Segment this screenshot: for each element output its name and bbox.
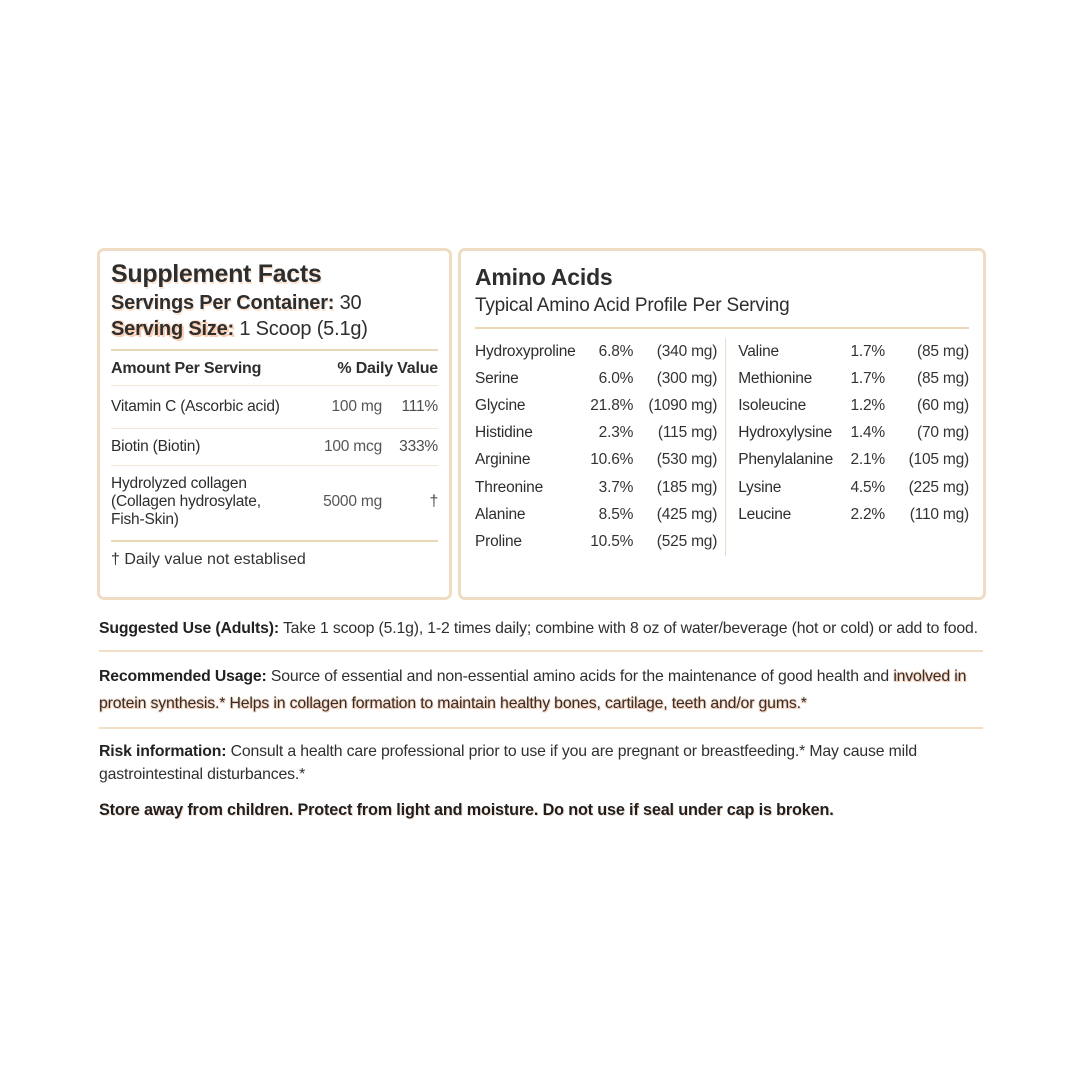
amino-mg: (115 mg) — [657, 424, 718, 442]
amino-pct: 4.5% — [850, 478, 885, 496]
nutrient-name: Vitamin C (Ascorbic acid) — [111, 398, 280, 415]
amino-columns — [475, 329, 969, 556]
amino-pct: 2.1% — [850, 451, 885, 469]
amino-mg: (60 mg) — [916, 396, 969, 414]
amino-mg: (70 mg) — [916, 424, 969, 442]
nutrient-dv: 111% — [401, 398, 438, 415]
amino-mg: (85 mg) — [916, 369, 969, 387]
daily-value-footnote: † Daily value not establised — [111, 551, 306, 568]
amino-pct: 10.6% — [590, 451, 634, 469]
amino-acids-subtitle: Typical Amino Acid Profile Per Serving — [475, 295, 790, 316]
amino-row — [475, 528, 717, 555]
servings-per-container-line — [111, 292, 438, 315]
amino-name: Proline — [475, 532, 522, 550]
amino-pct: 2.2% — [850, 505, 885, 523]
serving-size-label: Serving Size: — [111, 318, 234, 340]
amino-row — [738, 392, 969, 419]
amino-mg: (105 mg) — [908, 451, 969, 469]
amino-mg: (530 mg) — [656, 451, 718, 469]
section-divider — [99, 650, 983, 652]
nutrient-amount: 100 mg — [331, 398, 382, 415]
col-amount-per-serving: Amount Per Serving — [111, 360, 262, 377]
servings-per-container-label: Servings Per Container: — [111, 292, 335, 314]
serving-size-line — [111, 318, 438, 341]
amino-acids-title: Amino Acids — [475, 264, 613, 290]
servings-per-container-value: 30 — [334, 292, 362, 314]
col-daily-value: % Daily Value — [337, 360, 438, 377]
amino-name: Arginine — [475, 451, 531, 469]
nutrient-dv: 333% — [399, 438, 438, 455]
amino-pct: 6.8% — [598, 342, 634, 360]
amino-mg: (185 mg) — [656, 478, 718, 496]
amino-mg: (110 mg) — [909, 505, 969, 523]
amino-name: Glycine — [475, 396, 526, 414]
suggested-use-label: Suggested Use (Adults): — [99, 620, 279, 637]
amino-mg: (300 mg) — [656, 369, 718, 387]
table-row-vitamin-c — [111, 386, 438, 428]
section-divider — [99, 727, 983, 729]
amino-pct: 8.5% — [598, 505, 634, 523]
risk-information-paragraph — [99, 740, 983, 786]
suggested-use-paragraph — [99, 617, 983, 640]
amino-mg: (525 mg) — [656, 532, 718, 550]
amino-pct: 6.0% — [598, 369, 634, 387]
table-row-biotin — [111, 429, 438, 465]
nutrient-name: Biotin (Biotin) — [111, 438, 201, 455]
recommended-usage-label: Recommended Usage: — [99, 668, 267, 685]
amino-mg: (1090 mg) — [648, 396, 718, 414]
amino-pct: 10.5% — [590, 532, 634, 550]
info-sections — [99, 617, 983, 822]
amino-name: Phenylalanine — [738, 451, 833, 469]
table-row-collagen — [111, 466, 438, 538]
nutrient-dv: † — [429, 493, 438, 510]
amino-name: Threonine — [475, 478, 543, 496]
amino-name: Leucine — [738, 505, 792, 523]
amino-row — [475, 392, 717, 419]
amino-row — [738, 365, 969, 392]
amino-name: Alanine — [475, 505, 526, 523]
amino-pct: 2.3% — [598, 424, 634, 442]
recommended-usage-text-1: Source of essential and non-essential amino acids for the maintenance of good health and — [266, 668, 894, 685]
amino-row — [475, 474, 717, 501]
recommended-usage-paragraph — [99, 663, 983, 717]
amino-pct: 21.8% — [590, 396, 634, 414]
amino-row — [475, 447, 717, 474]
amino-mg: (85 mg) — [916, 342, 969, 360]
amino-pct: 1.7% — [850, 342, 885, 360]
amino-column-left — [475, 338, 725, 556]
amino-name: Valine — [738, 342, 779, 360]
amino-name: Hydroxyproline — [475, 342, 576, 360]
nutrient-amount: 100 mcg — [323, 438, 382, 455]
risk-information-label: Risk information: — [99, 743, 227, 760]
facts-column-headers — [111, 351, 438, 385]
serving-size-value: 1 Scoop (5.1g) — [234, 318, 368, 340]
nutrient-name: Hydrolyzed collagen (Collagen hydrosylate, Fish-Skin) — [111, 475, 261, 528]
recommended-usage-text-2: involved in protein synthesis.* Helps in collagen formation to maintain healthy bones, cartilage, teeth and/or gums.* — [99, 668, 967, 712]
amino-mg: (225 mg) — [908, 478, 969, 496]
supplement-facts-panel — [97, 248, 452, 600]
amino-pct: 1.2% — [850, 396, 885, 414]
amino-row — [738, 474, 969, 501]
amino-row — [475, 420, 717, 447]
amino-row — [738, 501, 969, 528]
amino-name: Histidine — [475, 424, 533, 442]
supplement-facts-title: Supplement Facts — [111, 260, 322, 288]
amino-name: Serine — [475, 369, 519, 387]
amino-row — [738, 338, 969, 365]
amino-row — [475, 365, 717, 392]
amino-pct: 1.7% — [850, 369, 885, 387]
amino-pct: 3.7% — [598, 478, 634, 496]
amino-name: Lysine — [738, 478, 782, 496]
amino-name: Methionine — [738, 369, 813, 387]
amino-mg: (340 mg) — [656, 342, 718, 360]
suggested-use-text: Take 1 scoop (5.1g), 1-2 times daily; combine with 8 oz of water/beverage (hot or cold) or add to food. — [278, 620, 978, 637]
amino-column-right — [726, 338, 969, 556]
amino-row — [475, 501, 717, 528]
storage-warning: Store away from children. Protect from light and moisture. Do not use if seal under cap is broken. — [99, 801, 834, 819]
facts-panels — [97, 248, 986, 600]
amino-name: Isoleucine — [738, 396, 806, 414]
amino-pct: 1.4% — [850, 424, 885, 442]
nutrient-amount: 5000 mg — [323, 493, 382, 510]
amino-row — [738, 420, 969, 447]
amino-name: Hydroxylysine — [738, 424, 833, 442]
amino-row — [475, 338, 717, 365]
amino-row — [738, 447, 969, 474]
risk-information-text: Consult a health care professional prior to use if you are pregnant or breastfeeding.* May cause mild gastrointestinal disturbances.* — [99, 743, 918, 783]
amino-mg: (425 mg) — [656, 505, 718, 523]
amino-acids-panel — [458, 248, 986, 600]
